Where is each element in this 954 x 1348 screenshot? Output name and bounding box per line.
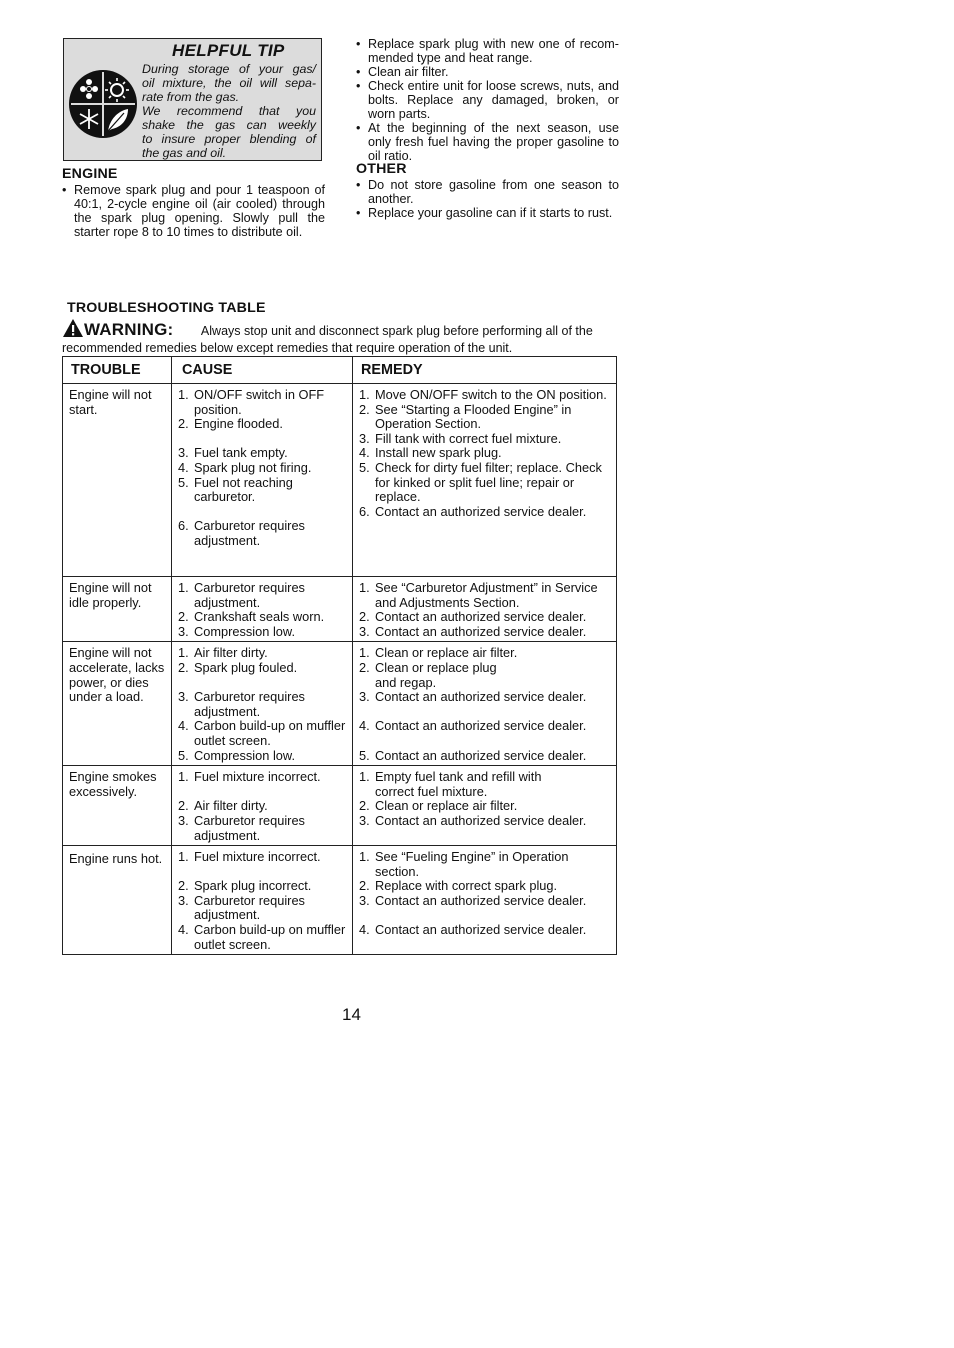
cause-item: 1. Fuel mixture incorrect. <box>178 849 321 865</box>
column-header-trouble: TROUBLE <box>63 357 172 384</box>
cause-item: 4. Spark plug not firing. <box>178 459 312 475</box>
tip-line: rate from the gas. <box>142 90 240 104</box>
trouble-cell: Engine will not idle properly. <box>63 577 172 642</box>
cause-cell <box>172 384 353 577</box>
cause-item: 4. Carbon build-up on muffler outlet screen. <box>178 718 346 748</box>
remedy-cell <box>353 384 617 577</box>
trouble-cell: Engine will not accelerate, lacks power, or dies under a load. <box>63 642 172 766</box>
trouble-cell: Engine smokes excessively. <box>63 766 172 846</box>
table-row <box>63 642 617 766</box>
cause-cell <box>172 766 353 846</box>
tip-line: oil mixture, the oil will sepa- <box>142 76 316 90</box>
cause-item: 1. Fuel mixture incorrect. <box>178 769 321 785</box>
table-row <box>63 766 617 846</box>
remedy-cell <box>353 577 617 642</box>
remedy-cell <box>353 846 617 955</box>
warning-label: WARNING: <box>84 320 174 339</box>
helpful-tip-box <box>63 38 322 161</box>
remedy-item: 1. See “Carburetor Adjustment” in Service and Adjustments Section. <box>359 580 598 610</box>
other-heading: OTHER <box>356 161 407 177</box>
cause-item: 5. Fuel not reaching carburetor. <box>178 474 293 505</box>
remedy-item: 3. Contact an authorized service dealer. <box>359 892 587 908</box>
table-row <box>63 846 617 955</box>
other-bullet: • Do not store gasoline from one season to another. <box>356 178 619 206</box>
remedy-item: 1. See “Fueling Engine” in Operation section. <box>359 849 569 879</box>
remedy-item: 1. Clean or replace air filter. <box>359 645 518 661</box>
cause-item: 2. Air filter dirty. <box>178 798 268 814</box>
remedy-item: 6. Contact an authorized service dealer. <box>359 503 587 519</box>
other-section <box>356 161 619 220</box>
cause-item: 2. Spark plug incorrect. <box>178 878 312 894</box>
warning-triangle-icon <box>62 318 84 338</box>
remedy-item: 1. Move ON/OFF switch to the ON position. <box>359 387 607 402</box>
cause-item: 4. Carbon build-up on muffler outlet screen. <box>178 922 346 952</box>
cause-item: 2. Crankshaft seals worn. <box>178 609 325 625</box>
tip-line: During storage of your gas/ <box>142 62 316 76</box>
cause-item: 3. Carburetor requires adjustment. <box>178 689 305 719</box>
remedy-item: 3. Fill tank with correct fuel mixture. <box>359 430 562 446</box>
cause-item: 2. Spark plug fouled. <box>178 659 298 675</box>
troubleshooting-heading: TROUBLESHOOTING TABLE <box>67 300 266 316</box>
maintenance-bullet: • Clean air filter. <box>356 65 619 79</box>
engine-list <box>62 183 325 239</box>
trouble-cell: Engine will not start. <box>63 384 172 577</box>
table-header-row <box>63 357 617 384</box>
engine-section <box>62 166 325 239</box>
tip-line: to insure proper blending of <box>142 132 316 146</box>
remedy-item: 3. Contact an authorized service dealer. <box>359 623 587 639</box>
remedy-item: 4. Contact an authorized service dealer. <box>359 922 587 938</box>
cause-cell <box>172 642 353 766</box>
maintenance-bullet: • Check entire unit for loose screws, nuts, and bolts. Replace any damaged, broken, or worn parts. <box>356 79 619 121</box>
four-seasons-icon <box>68 69 138 139</box>
remedy-item: 2. Clean or replace plug and regap. <box>359 659 497 690</box>
tip-line: shake the gas can weekly <box>142 118 316 132</box>
trouble-cell: Engine runs hot. <box>63 846 172 955</box>
remedy-item: 4. Install new spark plug. <box>359 445 502 461</box>
cause-item: 1. Carburetor requires adjustment. <box>178 580 305 610</box>
remedy-item: 1. Empty fuel tank and refill with correct fuel mixture. <box>359 769 542 799</box>
other-list <box>356 178 619 220</box>
remedy-item: 2. See “Starting a Flooded Engine” in Operation Section. <box>359 401 572 432</box>
maintenance-list <box>356 37 619 163</box>
remedy-item: 5. Check for dirty fuel filter; replace. Check for kinked or split fuel line; repair or replace. <box>359 459 602 505</box>
cause-cell <box>172 577 353 642</box>
cause-item: 5. Compression low. <box>178 747 295 763</box>
helpful-tip-title: HELPFUL TIP <box>172 41 285 60</box>
remedy-item: 2. Clean or replace air filter. <box>359 798 518 814</box>
tip-line: the gas and oil. <box>142 146 227 160</box>
page-number: 14 <box>342 1005 361 1024</box>
engine-bullet: • Remove spark plug and pour 1 teaspoon of 40:1, 2-cycle engine oil (air cooled) through the spark plug opening. Slowly pull the starter rope 8 to 10 times to distribute oil. <box>62 183 325 239</box>
helpful-tip-text <box>142 62 316 160</box>
cause-item: 3. Fuel tank empty. <box>178 445 288 461</box>
cause-item: 3. Compression low. <box>178 623 295 639</box>
remedy-item: 3. Contact an authorized service dealer. <box>359 812 587 828</box>
remedy-item: 3. Contact an authorized service dealer. <box>359 689 587 705</box>
table-row <box>63 384 617 577</box>
tip-line: We recommend that you <box>142 104 316 118</box>
cause-item: 3. Carburetor requires adjustment. <box>178 812 305 843</box>
troubleshooting-table <box>62 356 617 955</box>
remedy-item: 2. Contact an authorized service dealer. <box>359 609 587 625</box>
cause-cell <box>172 846 353 955</box>
cause-item: 6. Carburetor requires adjustment. <box>178 518 305 548</box>
warning-notice <box>62 318 622 357</box>
maintenance-bullet: • Replace spark plug with new one of recom-mended type and heat range. <box>356 37 619 65</box>
cause-item: 2. Engine flooded. <box>178 416 283 432</box>
remedy-cell <box>353 766 617 846</box>
remedy-cell <box>353 642 617 766</box>
warning-text: Always stop unit and disconnect spark plug before performing all of the recommended remedies below except remedies that require operation of the unit. <box>62 324 593 355</box>
remedy-item: 2. Replace with correct spark plug. <box>359 878 558 894</box>
cause-item: 1. ON/OFF switch in OFF position. <box>178 387 325 417</box>
remedy-item: 5. Contact an authorized service dealer. <box>359 747 587 763</box>
other-bullet: • Replace your gasoline can if it starts to rust. <box>356 206 619 220</box>
column-header-cause: CAUSE <box>172 357 353 384</box>
table-row <box>63 577 617 642</box>
cause-item: 1. Air filter dirty. <box>178 645 268 661</box>
cause-item: 3. Carburetor requires adjustment. <box>178 892 305 923</box>
maintenance-bullet: • At the beginning of the next season, use only fresh fuel having the proper gasoline to oil ratio. <box>356 121 619 163</box>
column-header-remedy: REMEDY <box>353 357 617 384</box>
remedy-item: 4. Contact an authorized service dealer. <box>359 718 587 734</box>
engine-heading: ENGINE <box>62 166 118 182</box>
maintenance-list-section <box>356 37 619 163</box>
